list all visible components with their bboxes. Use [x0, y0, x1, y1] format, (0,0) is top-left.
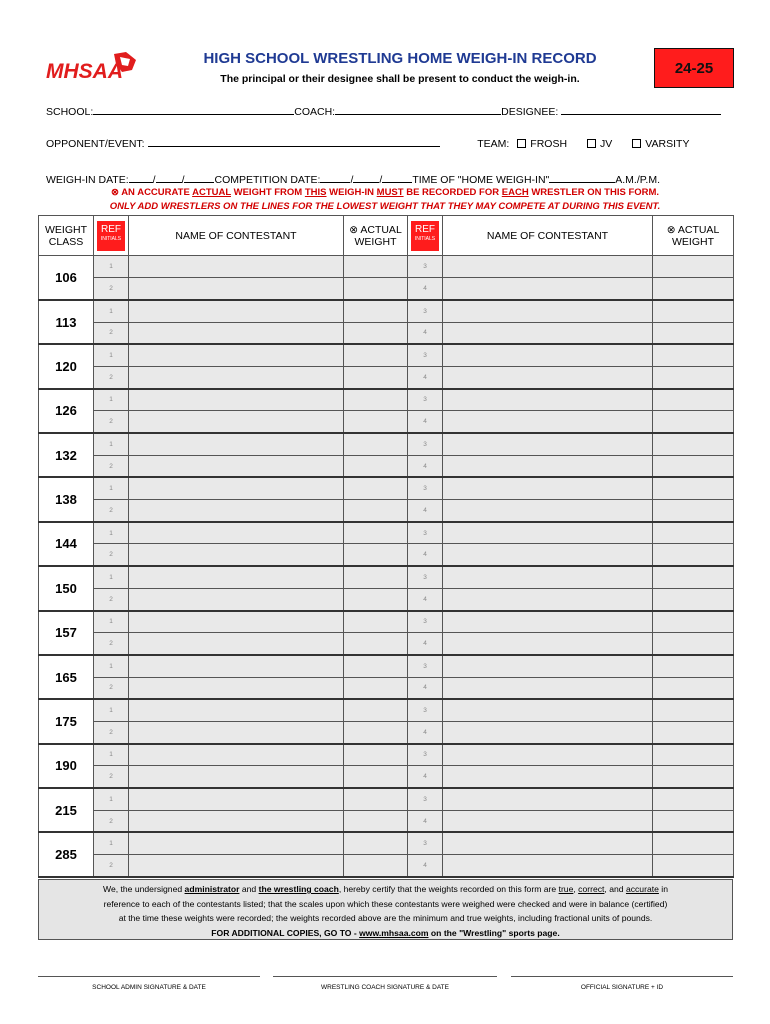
- ref-initials-cell[interactable]: 3: [408, 832, 443, 854]
- ref-initials-cell[interactable]: 2: [94, 721, 129, 743]
- ref-initials-cell[interactable]: 2: [94, 855, 129, 877]
- ref-initials-header: REF INITIALS: [408, 216, 443, 256]
- weight-class-cell: 165: [39, 655, 94, 699]
- contestant-name-cell[interactable]: [443, 721, 653, 743]
- ref-initials-cell[interactable]: 4: [408, 855, 443, 877]
- ref-initials-cell[interactable]: 3: [408, 566, 443, 588]
- school-coach-designee-row: [46, 104, 721, 118]
- contestant-name-cell[interactable]: [443, 744, 653, 766]
- weight-row: [39, 344, 734, 366]
- actual-weight-header: ⊗ ACTUAL WEIGHT: [653, 216, 734, 256]
- ref-initials-cell[interactable]: 4: [408, 677, 443, 699]
- ref-initials-header: REF INITIALS: [94, 216, 129, 256]
- contestant-name-cell[interactable]: [129, 721, 344, 743]
- contestant-name-cell[interactable]: [129, 477, 344, 499]
- coach-field[interactable]: [335, 104, 501, 115]
- contestant-name-cell[interactable]: [129, 389, 344, 411]
- dates-time-row: WEIGH-IN DATE: / / COMPETITION DATE: / / TIME OF "HOME WEIGH-IN" A.M./P.M.: [46, 174, 660, 186]
- contestant-name-cell[interactable]: [443, 588, 653, 610]
- admin-signature-block: [38, 970, 260, 991]
- official-signature-label: OFFICIAL SIGNATURE + ID: [580, 984, 664, 991]
- weight-row: [39, 544, 734, 566]
- time-field[interactable]: [549, 172, 615, 183]
- actual-weight-cell[interactable]: [653, 855, 734, 877]
- ref-initials-cell[interactable]: 2: [94, 366, 129, 388]
- actual-weight-cell[interactable]: [653, 322, 734, 344]
- actual-weight-cell[interactable]: [344, 766, 408, 788]
- actual-weight-cell[interactable]: [344, 300, 408, 322]
- weight-row: [39, 366, 734, 388]
- contestant-name-cell[interactable]: [129, 544, 344, 566]
- official-signature-line[interactable]: [511, 970, 733, 977]
- ref-initials-cell[interactable]: 4: [408, 278, 443, 300]
- contestant-name-cell[interactable]: [129, 256, 344, 278]
- weighin-date-label: WEIGH-IN DATE:: [46, 174, 129, 186]
- weight-row: [39, 810, 734, 832]
- contestant-name-cell[interactable]: [443, 411, 653, 433]
- ref-initials-cell[interactable]: 2: [94, 810, 129, 832]
- admin-signature-line[interactable]: [38, 970, 260, 977]
- ref-initials-cell[interactable]: 4: [408, 544, 443, 566]
- ref-initials-cell[interactable]: 1: [94, 832, 129, 854]
- contestant-name-cell[interactable]: [129, 366, 344, 388]
- actual-weight-cell[interactable]: [653, 744, 734, 766]
- ref-initials-cell[interactable]: 3: [408, 389, 443, 411]
- official-signature-block: [511, 970, 733, 991]
- actual-weight-cell[interactable]: [344, 810, 408, 832]
- actual-weight-cell[interactable]: [344, 855, 408, 877]
- contestant-name-cell[interactable]: [443, 344, 653, 366]
- varsity-checkbox[interactable]: [632, 139, 641, 148]
- ref-initials-cell[interactable]: 3: [408, 344, 443, 366]
- actual-weight-cell[interactable]: [653, 810, 734, 832]
- actual-weight-cell[interactable]: [653, 344, 734, 366]
- actual-weight-cell[interactable]: [344, 677, 408, 699]
- weight-class-cell: 120: [39, 344, 94, 388]
- actual-weight-cell[interactable]: [344, 588, 408, 610]
- ref-initials-cell[interactable]: 1: [94, 389, 129, 411]
- weigh-in-table: [38, 215, 734, 878]
- ref-initials-cell[interactable]: 4: [408, 588, 443, 610]
- weight-row: [39, 500, 734, 522]
- ref-initials-cell[interactable]: 4: [408, 455, 443, 477]
- actual-weight-cell[interactable]: [344, 788, 408, 810]
- ref-initials-cell[interactable]: 4: [408, 411, 443, 433]
- actual-weight-cell[interactable]: [653, 588, 734, 610]
- actual-weight-cell[interactable]: [344, 366, 408, 388]
- ref-initials-cell[interactable]: 1: [94, 655, 129, 677]
- actual-weight-cell[interactable]: [344, 611, 408, 633]
- weight-row: [39, 278, 734, 300]
- contestant-name-header: NAME OF CONTESTANT: [129, 216, 344, 256]
- actual-weight-cell[interactable]: [344, 699, 408, 721]
- coach-signature-line[interactable]: [273, 970, 497, 977]
- contestant-name-cell[interactable]: [443, 455, 653, 477]
- contestant-name-cell[interactable]: [129, 278, 344, 300]
- contestant-name-header: NAME OF CONTESTANT: [443, 216, 653, 256]
- ref-initials-cell[interactable]: 3: [408, 433, 443, 455]
- frosh-label: FROSH: [530, 138, 568, 150]
- contestant-name-cell[interactable]: [443, 300, 653, 322]
- ref-initials-cell[interactable]: 4: [408, 322, 443, 344]
- svg-text:MHSAA: MHSAA: [46, 60, 123, 83]
- weight-row: [39, 300, 734, 322]
- ref-initials-cell[interactable]: 2: [94, 455, 129, 477]
- weight-row: [39, 522, 734, 544]
- actual-weight-header: ⊗ ACTUAL WEIGHT: [344, 216, 408, 256]
- weight-class-cell: 285: [39, 832, 94, 876]
- weight-row: [39, 566, 734, 588]
- coach-label: COACH:: [294, 106, 336, 118]
- weight-row: [39, 433, 734, 455]
- ref-initials-cell[interactable]: 2: [94, 633, 129, 655]
- ref-initials-cell[interactable]: 3: [408, 477, 443, 499]
- actual-weight-cell[interactable]: [344, 344, 408, 366]
- weight-class-cell: 215: [39, 788, 94, 832]
- actual-weight-cell[interactable]: [344, 322, 408, 344]
- ref-initials-cell[interactable]: 3: [408, 655, 443, 677]
- season-year-badge: 24-25: [654, 48, 734, 88]
- contestant-name-cell[interactable]: [443, 322, 653, 344]
- contestant-name-cell[interactable]: [443, 566, 653, 588]
- ref-initials-cell[interactable]: 2: [94, 588, 129, 610]
- weight-class-cell: 150: [39, 566, 94, 610]
- ref-initials-cell[interactable]: 1: [94, 788, 129, 810]
- contestant-name-cell[interactable]: [129, 655, 344, 677]
- actual-weight-cell[interactable]: [653, 300, 734, 322]
- contestant-name-cell[interactable]: [129, 411, 344, 433]
- ref-initials-cell[interactable]: 1: [94, 300, 129, 322]
- contestant-name-cell[interactable]: [443, 699, 653, 721]
- weighin-year-field[interactable]: [184, 172, 214, 183]
- opponent-label: OPPONENT/EVENT:: [46, 138, 145, 150]
- actual-weight-cell[interactable]: [653, 477, 734, 499]
- weight-row: [39, 633, 734, 655]
- contestant-name-cell[interactable]: [129, 832, 344, 854]
- contestant-name-cell[interactable]: [443, 477, 653, 499]
- coach-signature-label: WRESTLING COACH SIGNATURE & DATE: [321, 984, 449, 991]
- contestant-name-cell[interactable]: [129, 611, 344, 633]
- contestant-name-cell[interactable]: [443, 655, 653, 677]
- weight-row: [39, 411, 734, 433]
- actual-weight-cell[interactable]: [653, 366, 734, 388]
- certification-statement: We, the undersigned administrator and the wrestling coach, hereby certify that the weights recorded on this form are true, correct, and accurate in reference to each of the contestants listed; that the scales upon which these contestants were weighed were checked and were in balance (certified) at the time these weights were recorded; the weights recorded above are the minimum and true weights, including fractional units of pounds. FOR ADDITIONAL COPIES, GO TO - www.mhsaa.com on the "Wrestling" sports page.: [38, 879, 733, 940]
- ref-initials-cell[interactable]: 3: [408, 300, 443, 322]
- actual-weight-cell[interactable]: [653, 256, 734, 278]
- actual-weight-cell[interactable]: [653, 633, 734, 655]
- actual-weight-cell[interactable]: [653, 566, 734, 588]
- weight-class-header: WEIGHT CLASS: [39, 216, 94, 256]
- actual-weight-cell[interactable]: [653, 278, 734, 300]
- school-field[interactable]: [93, 104, 294, 115]
- actual-weight-cell[interactable]: [344, 433, 408, 455]
- competition-date-label: COMPETITION DATE:: [214, 174, 321, 186]
- contestant-name-cell[interactable]: [443, 544, 653, 566]
- weight-row: [39, 588, 734, 610]
- designee-label: DESIGNEE:: [501, 106, 559, 118]
- weight-row: [39, 256, 734, 278]
- actual-weight-cell[interactable]: [344, 566, 408, 588]
- contestant-name-cell[interactable]: [443, 433, 653, 455]
- actual-weight-cell[interactable]: [653, 455, 734, 477]
- actual-weight-cell[interactable]: [344, 522, 408, 544]
- contestant-name-cell[interactable]: [443, 677, 653, 699]
- weight-class-cell: 113: [39, 300, 94, 344]
- contestant-name-cell[interactable]: [129, 588, 344, 610]
- actual-weight-cell[interactable]: [653, 832, 734, 854]
- actual-weight-cell[interactable]: [344, 411, 408, 433]
- actual-weight-cell[interactable]: [344, 721, 408, 743]
- weight-row: [39, 677, 734, 699]
- weight-row: [39, 721, 734, 743]
- actual-weight-cell[interactable]: [653, 788, 734, 810]
- contestant-name-cell[interactable]: [129, 699, 344, 721]
- jv-checkbox[interactable]: [587, 139, 596, 148]
- contestant-name-cell[interactable]: [129, 766, 344, 788]
- actual-weight-cell[interactable]: [344, 477, 408, 499]
- ref-initials-cell[interactable]: 1: [94, 344, 129, 366]
- ref-initials-cell[interactable]: 3: [408, 699, 443, 721]
- ref-initials-cell[interactable]: 1: [94, 566, 129, 588]
- ampm-label: A.M./P.M.: [615, 174, 660, 186]
- actual-weight-cell[interactable]: [653, 522, 734, 544]
- competition-day-field[interactable]: [353, 172, 379, 183]
- ref-initials-cell[interactable]: 1: [94, 744, 129, 766]
- actual-weight-cell[interactable]: [344, 278, 408, 300]
- ref-initials-cell[interactable]: 3: [408, 744, 443, 766]
- actual-weight-cell[interactable]: [344, 389, 408, 411]
- contestant-name-cell[interactable]: [129, 810, 344, 832]
- ref-initials-cell[interactable]: 1: [94, 522, 129, 544]
- weight-row: [39, 455, 734, 477]
- jv-label: JV: [600, 138, 613, 150]
- contestant-name-cell[interactable]: [443, 832, 653, 854]
- ref-initials-cell[interactable]: 2: [94, 766, 129, 788]
- form-subtitle: The principal or their designee shall be present to conduct the weigh-in.: [220, 73, 580, 85]
- ref-initials-cell[interactable]: 4: [408, 366, 443, 388]
- weight-class-cell: 144: [39, 522, 94, 566]
- weight-row: [39, 788, 734, 810]
- coach-signature-block: [273, 970, 497, 991]
- weight-row: [39, 655, 734, 677]
- ref-initials-cell[interactable]: 4: [408, 500, 443, 522]
- team-label: TEAM:: [477, 138, 510, 150]
- ref-initials-cell[interactable]: 2: [94, 544, 129, 566]
- contestant-name-cell[interactable]: [129, 677, 344, 699]
- actual-weight-cell[interactable]: [653, 699, 734, 721]
- ref-initials-cell[interactable]: 3: [408, 522, 443, 544]
- actual-weight-cell[interactable]: [344, 544, 408, 566]
- actual-weight-cell[interactable]: [344, 455, 408, 477]
- ref-initials-cell[interactable]: 2: [94, 411, 129, 433]
- weight-row: [39, 322, 734, 344]
- admin-signature-label: SCHOOL ADMIN SIGNATURE & DATE: [92, 984, 206, 991]
- weight-row: [39, 744, 734, 766]
- ref-initials-cell[interactable]: 4: [408, 633, 443, 655]
- weight-class-cell: 190: [39, 744, 94, 788]
- time-label: TIME OF "HOME WEIGH-IN": [412, 174, 550, 186]
- contestant-name-cell[interactable]: [443, 389, 653, 411]
- contestant-name-cell[interactable]: [129, 322, 344, 344]
- actual-weight-cell[interactable]: [653, 611, 734, 633]
- actual-weight-cell[interactable]: [344, 655, 408, 677]
- ref-initials-cell[interactable]: 3: [408, 788, 443, 810]
- weight-row: [39, 832, 734, 854]
- actual-weight-cell[interactable]: [653, 655, 734, 677]
- ref-initials-cell[interactable]: 3: [408, 256, 443, 278]
- ref-initials-cell[interactable]: 1: [94, 256, 129, 278]
- ref-initials-cell[interactable]: 1: [94, 433, 129, 455]
- contestant-name-cell[interactable]: [129, 744, 344, 766]
- contestant-name-cell[interactable]: [443, 522, 653, 544]
- contestant-name-cell[interactable]: [129, 566, 344, 588]
- contestant-name-cell[interactable]: [129, 855, 344, 877]
- weight-row: [39, 699, 734, 721]
- weight-class-cell: 132: [39, 433, 94, 477]
- actual-weight-cell[interactable]: [344, 832, 408, 854]
- opponent-team-row: [46, 136, 689, 150]
- actual-weight-cell[interactable]: [653, 544, 734, 566]
- form-title: HIGH SCHOOL WRESTLING HOME WEIGH-IN RECORD: [203, 50, 597, 67]
- actual-weight-cell[interactable]: [653, 500, 734, 522]
- contestant-name-cell[interactable]: [443, 366, 653, 388]
- weighin-month-field[interactable]: [129, 172, 153, 183]
- designee-field[interactable]: [561, 104, 721, 115]
- ref-initials-cell[interactable]: 1: [94, 699, 129, 721]
- weight-class-cell: 138: [39, 477, 94, 521]
- weight-class-cell: 175: [39, 699, 94, 743]
- contestant-name-cell[interactable]: [443, 633, 653, 655]
- ref-initials-cell[interactable]: 4: [408, 810, 443, 832]
- competition-month-field[interactable]: [320, 172, 350, 183]
- competition-year-field[interactable]: [382, 172, 412, 183]
- frosh-checkbox[interactable]: [517, 139, 526, 148]
- contestant-name-cell[interactable]: [129, 455, 344, 477]
- ref-initials-cell[interactable]: 1: [94, 611, 129, 633]
- contestant-name-cell[interactable]: [129, 300, 344, 322]
- contestant-name-cell[interactable]: [129, 500, 344, 522]
- contestant-name-cell[interactable]: [129, 788, 344, 810]
- ref-initials-cell[interactable]: 4: [408, 721, 443, 743]
- weight-row: [39, 389, 734, 411]
- ref-initials-cell[interactable]: 2: [94, 500, 129, 522]
- ref-initials-cell[interactable]: 4: [408, 766, 443, 788]
- actual-weight-cell[interactable]: [653, 411, 734, 433]
- contestant-name-cell[interactable]: [443, 766, 653, 788]
- actual-weight-cell[interactable]: [653, 721, 734, 743]
- actual-weight-cell[interactable]: [653, 677, 734, 699]
- actual-weight-cell[interactable]: [344, 744, 408, 766]
- lowest-weight-warning: ONLY ADD WRESTLERS ON THE LINES FOR THE LOWEST WEIGHT THAT THEY MAY COMPETE AT DURING THIS EVENT.: [109, 201, 661, 212]
- actual-weight-cell[interactable]: [653, 389, 734, 411]
- ref-initials-cell[interactable]: 2: [94, 278, 129, 300]
- contestant-name-cell[interactable]: [443, 855, 653, 877]
- actual-weight-cell[interactable]: [653, 433, 734, 455]
- weight-class-cell: 126: [39, 389, 94, 433]
- ref-initials-cell[interactable]: 3: [408, 611, 443, 633]
- ref-initials-cell[interactable]: 2: [94, 322, 129, 344]
- contestant-name-cell[interactable]: [443, 788, 653, 810]
- contestant-name-cell[interactable]: [129, 522, 344, 544]
- weight-row: [39, 855, 734, 877]
- contestant-name-cell[interactable]: [443, 500, 653, 522]
- actual-weight-cell[interactable]: [344, 633, 408, 655]
- weighin-day-field[interactable]: [156, 172, 182, 183]
- accuracy-warning: ⊗ AN ACCURATE ACTUAL WEIGHT FROM THIS WEIGH-IN MUST BE RECORDED FOR EACH WRESTLER ON THIS FORM.: [110, 187, 660, 198]
- contestant-name-cell[interactable]: [443, 278, 653, 300]
- actual-weight-cell[interactable]: [344, 500, 408, 522]
- weight-row: [39, 477, 734, 499]
- ref-initials-cell[interactable]: 1: [94, 477, 129, 499]
- weight-row: [39, 766, 734, 788]
- opponent-field[interactable]: [148, 136, 440, 147]
- weight-class-cell: 106: [39, 256, 94, 300]
- ref-initials-cell[interactable]: 2: [94, 677, 129, 699]
- mhsaa-logo: [44, 50, 140, 84]
- contestant-name-cell[interactable]: [443, 810, 653, 832]
- contestant-name-cell[interactable]: [129, 633, 344, 655]
- contestant-name-cell[interactable]: [129, 344, 344, 366]
- contestant-name-cell[interactable]: [129, 433, 344, 455]
- actual-weight-cell[interactable]: [344, 256, 408, 278]
- varsity-label: VARSITY: [645, 138, 690, 150]
- school-label: SCHOOL:: [46, 106, 94, 118]
- weight-class-cell: 157: [39, 611, 94, 655]
- contestant-name-cell[interactable]: [443, 256, 653, 278]
- actual-weight-cell[interactable]: [653, 766, 734, 788]
- weight-row: [39, 611, 734, 633]
- mhsaa-link[interactable]: www.mhsaa.com: [359, 927, 429, 938]
- contestant-name-cell[interactable]: [443, 611, 653, 633]
